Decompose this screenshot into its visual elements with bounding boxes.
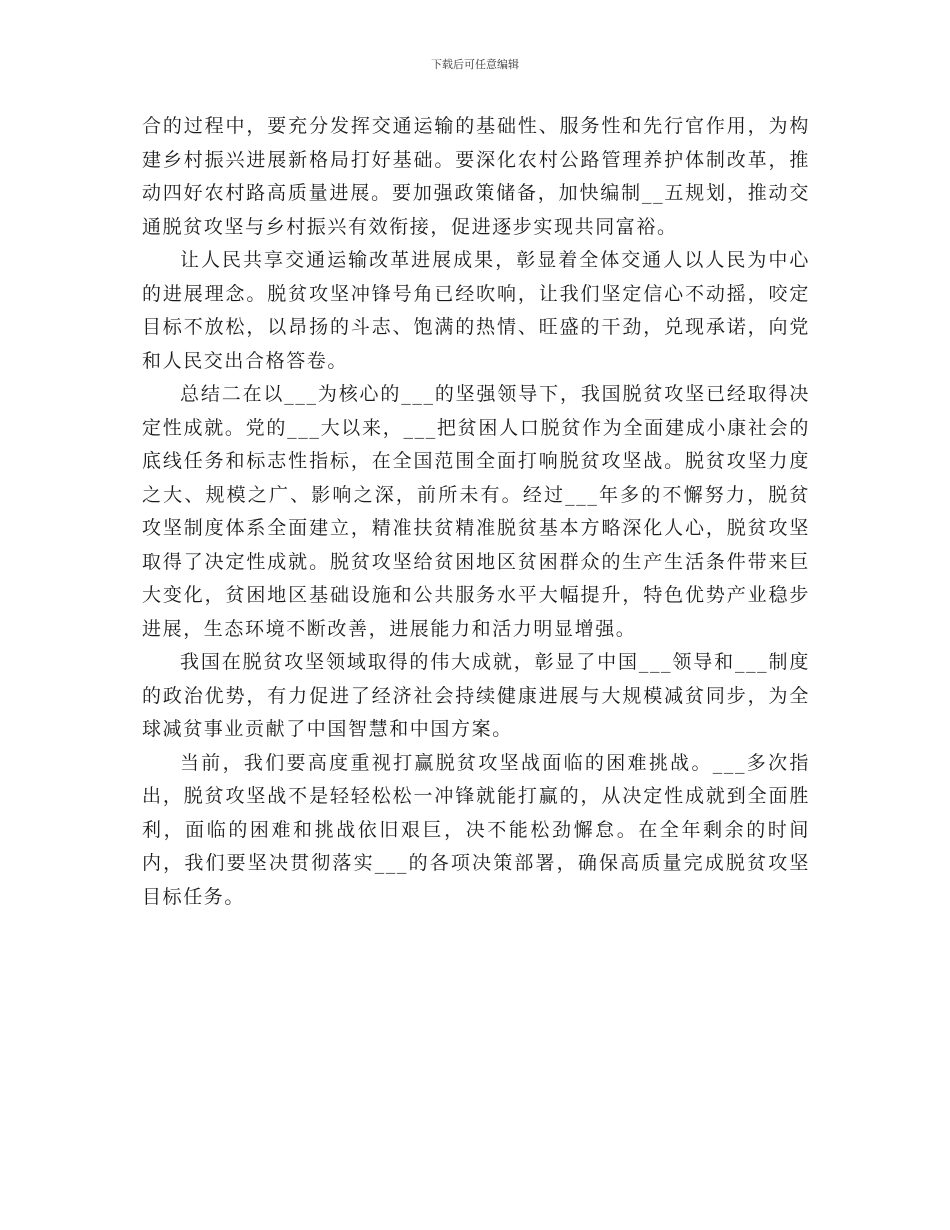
paragraph-3: 总结二在以___为核心的___的坚强领导下，我国脱贫攻坚已经取得决定性成就。党的___大以来，___把贫困人口脱贫作为全面建成小康社会的底线任务和标志性指标，在全国范围全面打响脱贫攻坚战。脱贫攻坚力度之大、规模之广、影响之深，前所未有。经过___年多的不懈努力，脱贫攻坚制度体系全面建立，精准扶贫精准脱贫基本方略深化人心，脱贫攻坚取得了决定性成就。脱贫攻坚给贫困地区贫困群众的生产生活条件带来巨大变化，贫困地区基础设施和公共服务水平大幅提升，特色优势产业稳步进展，生态环境不断改善，进展能力和活力明显增强。: [142, 383, 810, 640]
paragraph-4: 我国在脱贫攻坚领域取得的伟大成就，彰显了中国___领导和___制度的政治优势，有力促进了经济社会持续健康进展与大规模减贫同步，为全球减贫事业贡献了中国智慧和中国方案。: [142, 651, 810, 740]
paragraph-2: 让人民共享交通运输改革进展成果，彰显着全体交通人以人民为中心的进展理念。脱贫攻坚冲锋号角已经吹响，让我们坚定信心不动摇，咬定目标不放松，以昂扬的斗志、饱满的热情、旺盛的干劲，兑现承诺，向党和人民交出合格答卷。: [142, 249, 810, 372]
document-body: [142, 110, 810, 914]
paragraph-1: 合的过程中，要充分发挥交通运输的基础性、服务性和先行官作用，为构建乡村振兴进展新格局打好基础。要深化农村公路管理养护体制改革，推动四好农村路高质量进展。要加强政策储备，加快编制__五规划，推动交通脱贫攻坚与乡村振兴有效衔接，促进逐步实现共同富裕。: [142, 115, 810, 238]
page-header: 下载后可任意编辑: [431, 58, 519, 71]
paragraph-5: 当前，我们要高度重视打赢脱贫攻坚战面临的困难挑战。___多次指出，脱贫攻坚战不是轻轻松松一冲锋就能打赢的，从决定性成就到全面胜利，面临的困难和挑战依旧艰巨，决不能松劲懈怠。在全年剩余的时间内，我们要坚决贯彻落实___的各项决策部署，确保高质量完成脱贫攻坚目标任务。: [142, 751, 810, 908]
